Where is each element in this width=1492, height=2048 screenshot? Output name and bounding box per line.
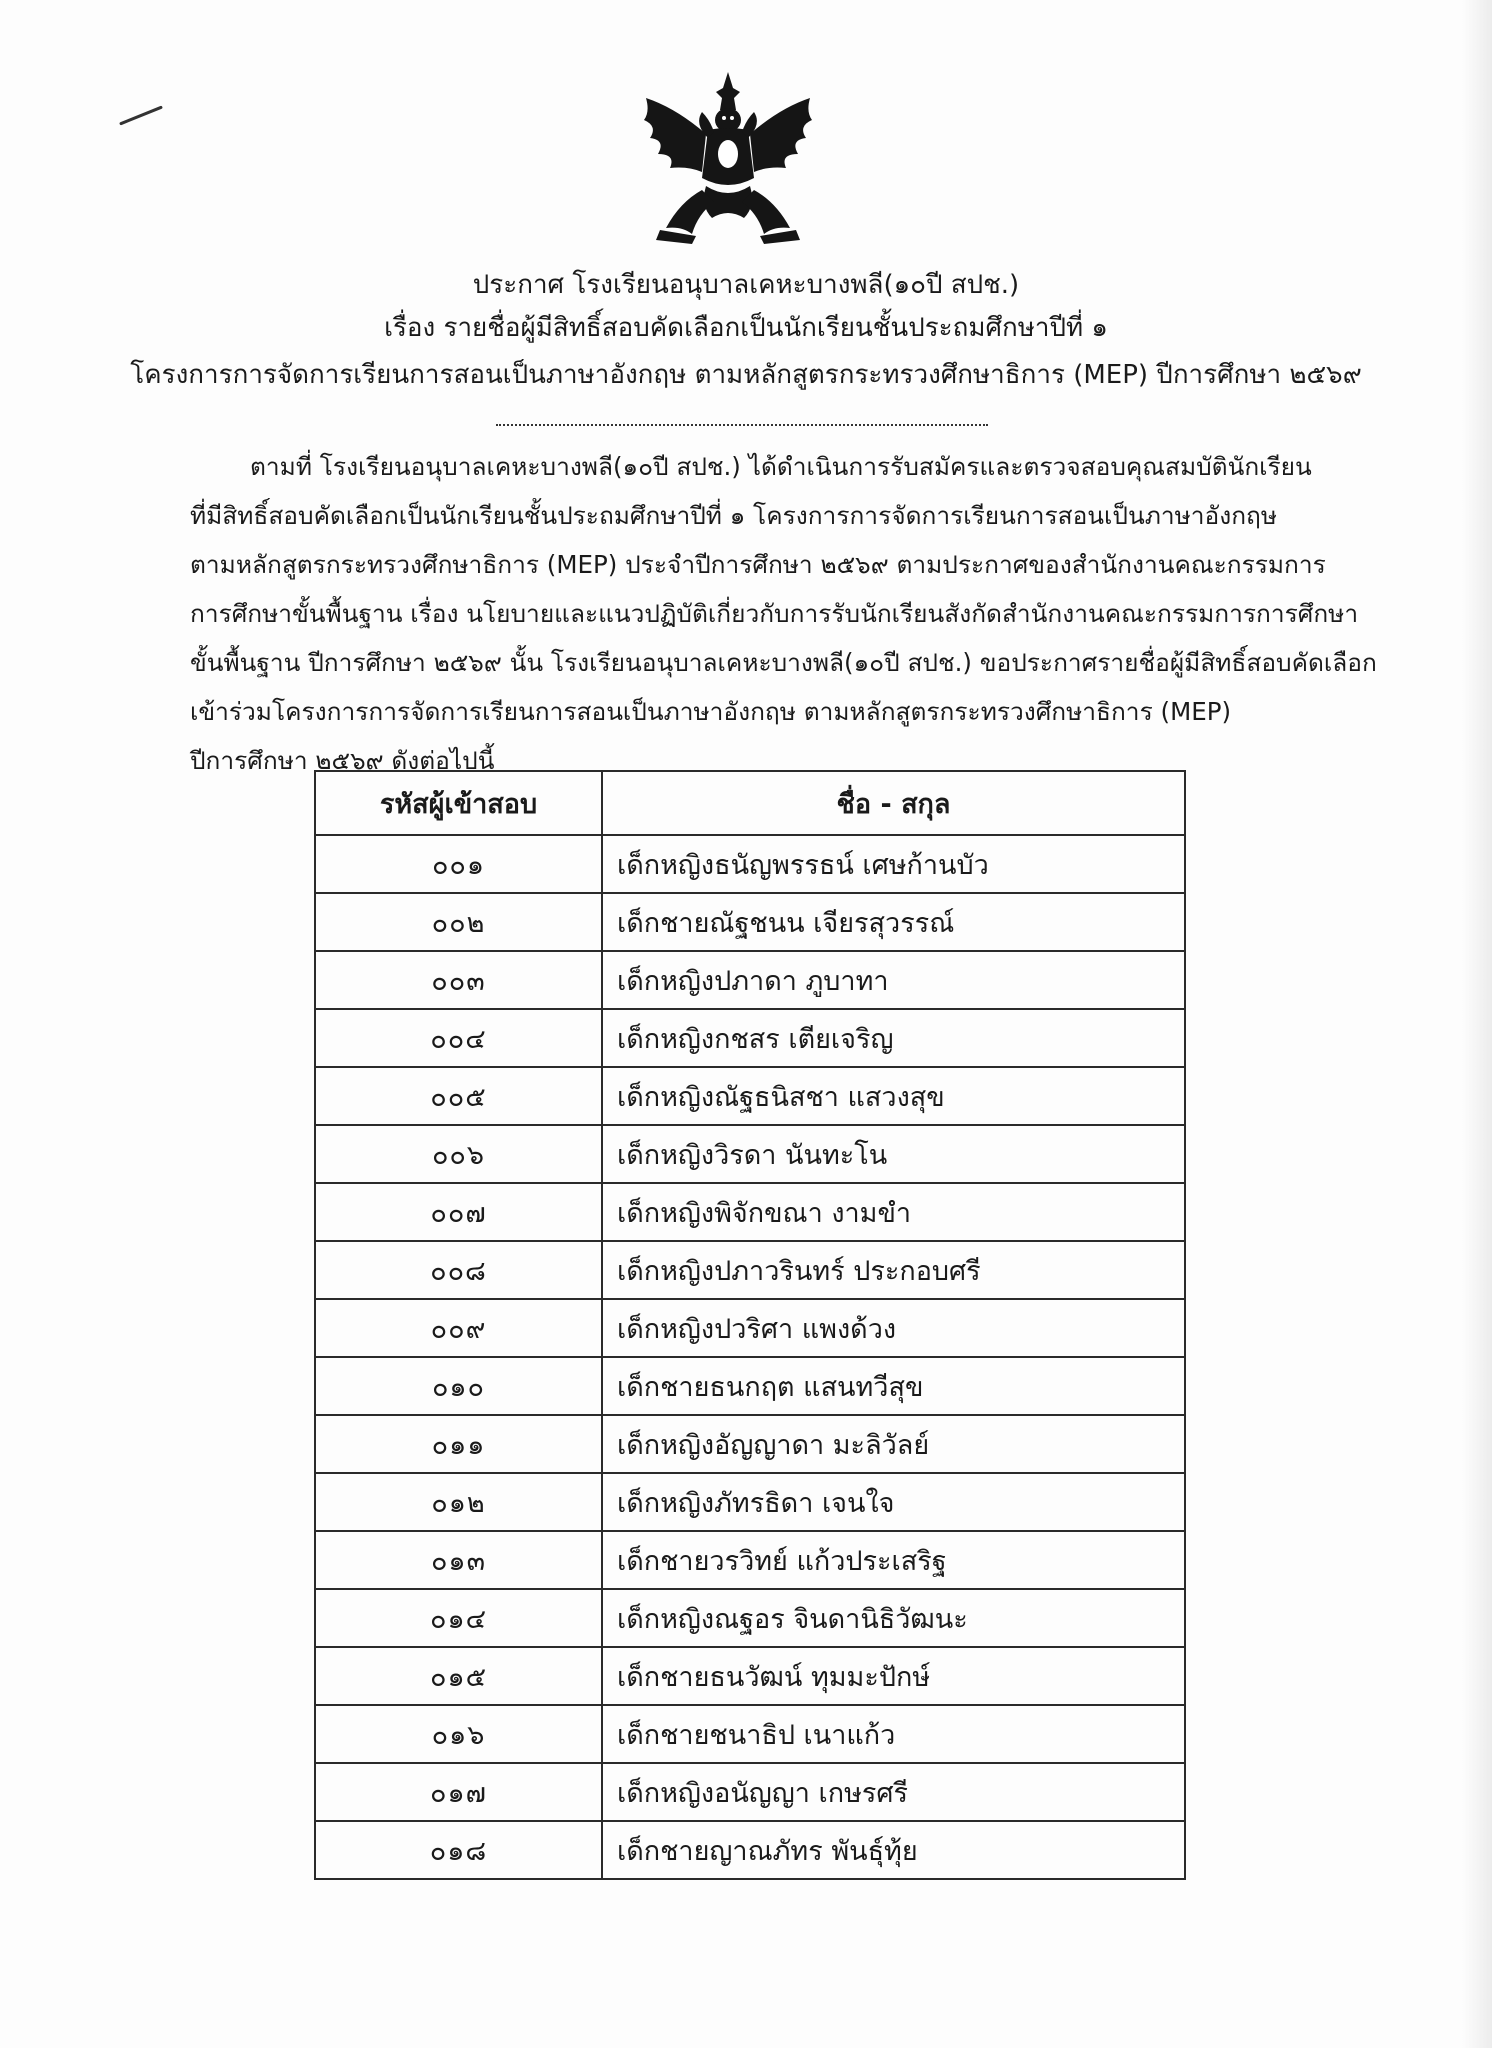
candidate-code: ๐๐๕ xyxy=(315,1067,602,1125)
candidate-code: ๐๑๓ xyxy=(315,1531,602,1589)
candidate-code: ๐๐๔ xyxy=(315,1009,602,1067)
candidate-name: เด็กหญิงพิจักขณา งามขำ xyxy=(602,1183,1185,1241)
body-line: ตามหลักสูตรกระทรวงศึกษาธิการ (MEP) ประจำปีการศึกษา ๒๕๖๙ ตามประกาศของสำนักงานคณะกรรมการ xyxy=(190,550,1326,579)
body-line: ที่มีสิทธิ์สอบคัดเลือกเป็นนักเรียนชั้นประถมศึกษาปีที่ ๑ โครงการการจัดการเรียนการสอนเป็นภาษาอังกฤษ xyxy=(190,501,1278,530)
candidate-code: ๐๑๕ xyxy=(315,1647,602,1705)
candidate-name: เด็กหญิงณัฐธนิสชา แสวงสุข xyxy=(602,1067,1185,1125)
candidate-table xyxy=(314,770,1186,1880)
candidate-name: เด็กหญิงอนัญญา เกษรศรี xyxy=(602,1763,1185,1821)
candidate-code: ๐๐๘ xyxy=(315,1241,602,1299)
candidate-code: ๐๑๐ xyxy=(315,1357,602,1415)
table-row xyxy=(315,1357,1185,1415)
candidate-code: ๐๑๗ xyxy=(315,1763,602,1821)
table-row xyxy=(315,1821,1185,1879)
table-row xyxy=(315,1763,1185,1821)
dotted-divider xyxy=(496,424,988,426)
garuda-emblem-icon xyxy=(636,68,820,248)
candidate-name: เด็กชายณัฐชนน เจียรสุวรรณ์ xyxy=(602,893,1185,951)
candidate-code: ๐๐๖ xyxy=(315,1125,602,1183)
table-row xyxy=(315,1705,1185,1763)
table-row xyxy=(315,893,1185,951)
candidate-name: เด็กหญิงปภาดา ภูบาทา xyxy=(602,951,1185,1009)
candidate-code: ๐๐๗ xyxy=(315,1183,602,1241)
candidate-code: ๐๐๓ xyxy=(315,951,602,1009)
table-row xyxy=(315,1647,1185,1705)
candidate-name: เด็กหญิงอัญญาดา มะลิวัลย์ xyxy=(602,1415,1185,1473)
table-header-row xyxy=(315,771,1185,835)
candidate-code: ๐๐๑ xyxy=(315,835,602,893)
candidate-name: เด็กชายญาณภัทร พันธุ์ทุ้ย xyxy=(602,1821,1185,1879)
scan-mark xyxy=(119,105,163,125)
announcement-program: โครงการการจัดการเรียนการสอนเป็นภาษาอังกฤษ ตามหลักสูตรกระทรวงศึกษาธิการ (MEP) ปีการศึกษา ๒๕๖๙ xyxy=(130,360,1362,390)
page-edge-shadow xyxy=(1462,0,1492,2048)
column-header-code: รหัสผู้เข้าสอบ xyxy=(315,771,602,835)
candidate-name: เด็กหญิงกชสร เตียเจริญ xyxy=(602,1009,1185,1067)
candidate-code: ๐๐๙ xyxy=(315,1299,602,1357)
table-row xyxy=(315,1589,1185,1647)
table-row xyxy=(315,1473,1185,1531)
candidate-name: เด็กชายชนาธิป เนาแก้ว xyxy=(602,1705,1185,1763)
candidate-name: เด็กหญิงวิรดา นันทะโน xyxy=(602,1125,1185,1183)
candidate-code: ๐๑๒ xyxy=(315,1473,602,1531)
body-line: การศึกษาขั้นพื้นฐาน เรื่อง นโยบายและแนวปฏิบัติเกี่ยวกับการรับนักเรียนสังกัดสำนักงานคณะกรรมการการศึกษา xyxy=(190,599,1359,628)
candidate-name: เด็กชายวรวิทย์ แก้วประเสริฐ xyxy=(602,1531,1185,1589)
candidate-name: เด็กหญิงปวริศา แพงด้วง xyxy=(602,1299,1185,1357)
candidate-name: เด็กชายธนวัฒน์ ทุมมะปักษ์ xyxy=(602,1647,1185,1705)
candidate-code: ๐๑๘ xyxy=(315,1821,602,1879)
table-row xyxy=(315,1415,1185,1473)
candidate-code: ๐๑๖ xyxy=(315,1705,602,1763)
body-line: ขั้นพื้นฐาน ปีการศึกษา ๒๕๖๙ นั้น โรงเรียนอนุบาลเคหะบางพลี(๑๐ปี สปช.) ขอประกาศรายชื่อผู้มีสิทธิ์สอบคัดเลือก xyxy=(190,648,1377,677)
candidate-code: ๐๑๔ xyxy=(315,1589,602,1647)
body-line: ปีการศึกษา ๒๕๖๙ ดังต่อไปนี้ xyxy=(190,746,495,775)
candidate-name: เด็กหญิงภัทรธิดา เจนใจ xyxy=(602,1473,1185,1531)
table-row xyxy=(315,835,1185,893)
candidate-name: เด็กชายธนกฤต แสนทวีสุข xyxy=(602,1357,1185,1415)
announcement-title: ประกาศ โรงเรียนอนุบาลเคหะบางพลี(๑๐ปี สปช.) xyxy=(472,270,1020,300)
table-row xyxy=(315,1067,1185,1125)
column-header-name: ชื่อ - สกุล xyxy=(602,771,1185,835)
table-row xyxy=(315,1241,1185,1299)
table-row xyxy=(315,1009,1185,1067)
table-row xyxy=(315,1531,1185,1589)
table-row xyxy=(315,1299,1185,1357)
candidate-name: เด็กหญิงปภาวรินทร์ ประกอบศรี xyxy=(602,1241,1185,1299)
table-row xyxy=(315,1125,1185,1183)
candidate-name: เด็กหญิงธนัญพรรธน์ เศษก้านบัว xyxy=(602,835,1185,893)
candidate-code: ๐๐๒ xyxy=(315,893,602,951)
candidate-code: ๐๑๑ xyxy=(315,1415,602,1473)
announcement-subject: เรื่อง รายชื่อผู้มีสิทธิ์สอบคัดเลือกเป็นนักเรียนชั้นประถมศึกษาปีที่ ๑ xyxy=(384,313,1108,343)
body-line: ตามที่ โรงเรียนอนุบาลเคหะบางพลี(๑๐ปี สปช.) ได้ดำเนินการรับสมัครและตรวจสอบคุณสมบัตินักเรียน xyxy=(250,452,1312,481)
body-line: เข้าร่วมโครงการการจัดการเรียนการสอนเป็นภาษาอังกฤษ ตามหลักสูตรกระทรวงศึกษาธิการ (MEP) xyxy=(190,697,1232,726)
table-row xyxy=(315,951,1185,1009)
table-row xyxy=(315,1183,1185,1241)
candidate-name: เด็กหญิงณฐอร จินดานิธิวัฒนะ xyxy=(602,1589,1185,1647)
